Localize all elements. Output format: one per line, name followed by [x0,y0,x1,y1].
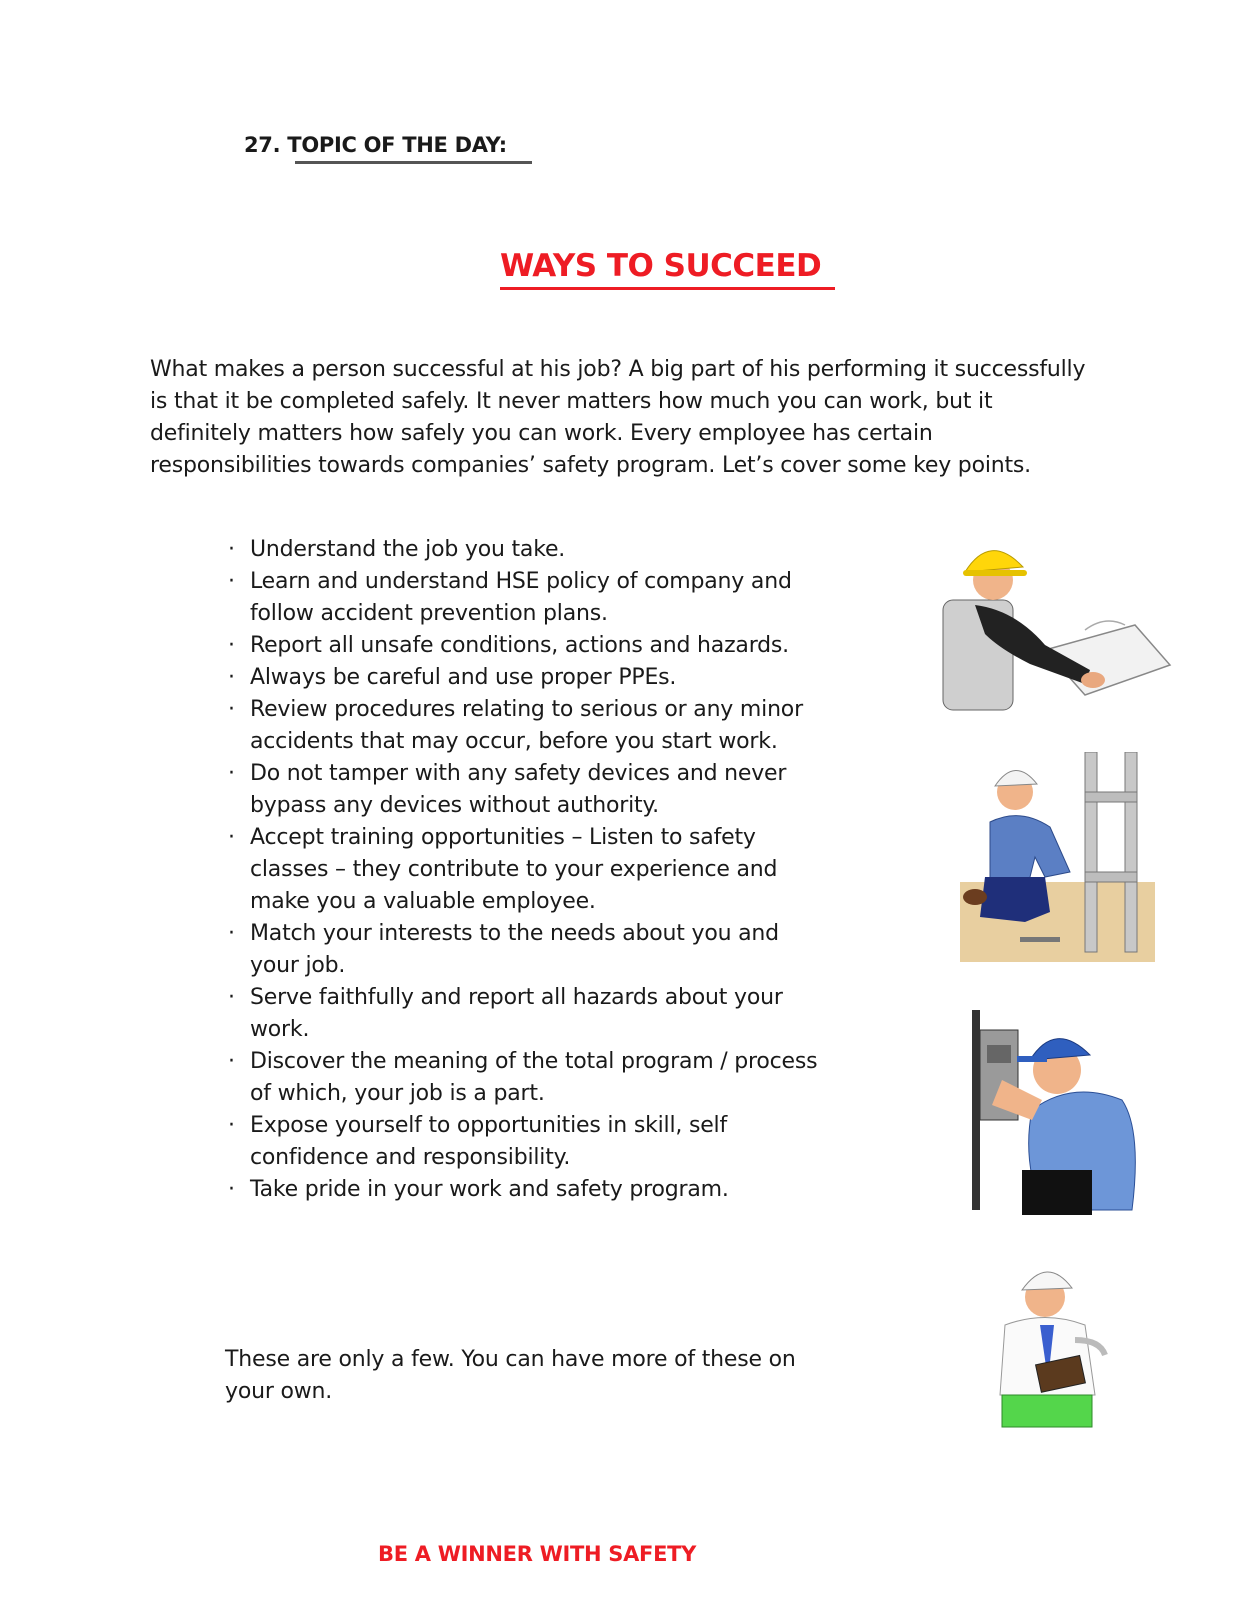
bullet-icon: · [228,985,235,1010]
bullet-icon: · [228,921,235,946]
list-item-text: Match your interests to the needs about you and your job. [250,921,779,978]
intro-paragraph: What makes a person successful at his job? A big part of his performing it successfully is that it be completed safely. It never matters how much you can work, but it definitely matters how safely you can work. Every employee has certain responsibilities towards companies’ safety program. Let’s cover some key points. [150,357,1086,478]
bullet-icon: · [228,1113,235,1138]
bullet-icon: · [228,761,235,786]
list-item [224,758,824,822]
bullet-icon: · [228,633,235,658]
list-item [224,918,824,982]
list-item [224,694,824,758]
bullet-icon: · [228,697,235,722]
bullet-icon: · [228,665,235,690]
list-item [224,1174,824,1206]
bullet-icon: · [228,569,235,594]
list-item-text: Learn and understand HSE policy of company and follow accident prevention plans. [250,569,792,626]
list-item-text: Take pride in your work and safety program. [250,1177,729,1202]
footer-slogan: BE A WINNER WITH SAFETY [378,1542,697,1566]
list-item [224,982,824,1046]
closing-paragraph: These are only a few. You can have more of these on your own. [225,1347,796,1404]
bullet-icon: · [228,537,235,562]
list-item-text: Accept training opportunities – Listen to safety classes – they contribute to your experience and make you a valuable employee. [250,825,778,914]
list-item [224,1046,824,1110]
list-item-text: Report all unsafe conditions, actions and hazards. [250,633,789,658]
list-item-text: Serve faithfully and report all hazards about your work. [250,985,783,1042]
plumber-kneeling-pipes-icon [960,752,1155,962]
page-title: WAYS TO SUCCEED [500,248,822,284]
list-item [224,1110,824,1174]
list-item-text: Always be careful and use proper PPEs. [250,665,677,690]
list-item [224,534,824,566]
list-item-text: Review procedures relating to serious or any minor accidents that may occur, before you start work. [250,697,803,754]
key-points-list [224,534,824,1206]
worker-hardhat-blueprint-icon [935,530,1175,715]
list-item [224,566,824,630]
topic-label: 27. TOPIC OF THE DAY: [244,133,507,157]
list-item-text: Discover the meaning of the total program / process of which, your job is a part. [250,1049,818,1106]
list-item-text: Expose yourself to opportunities in skill, self confidence and responsibility. [250,1113,728,1170]
list-item [224,630,824,662]
list-item [224,822,824,918]
list-item-text: Do not tamper with any safety devices and never bypass any devices without authority. [250,761,787,818]
bullet-icon: · [228,825,235,850]
bullet-icon: · [228,1177,235,1202]
list-item-text: Understand the job you take. [250,537,566,562]
bullet-icon: · [228,1049,235,1074]
inspector-clipboard-icon [980,1265,1125,1435]
electrician-panel-icon [962,1000,1147,1220]
list-item [224,662,824,694]
title-underline [500,287,835,290]
topic-underline [295,161,532,164]
